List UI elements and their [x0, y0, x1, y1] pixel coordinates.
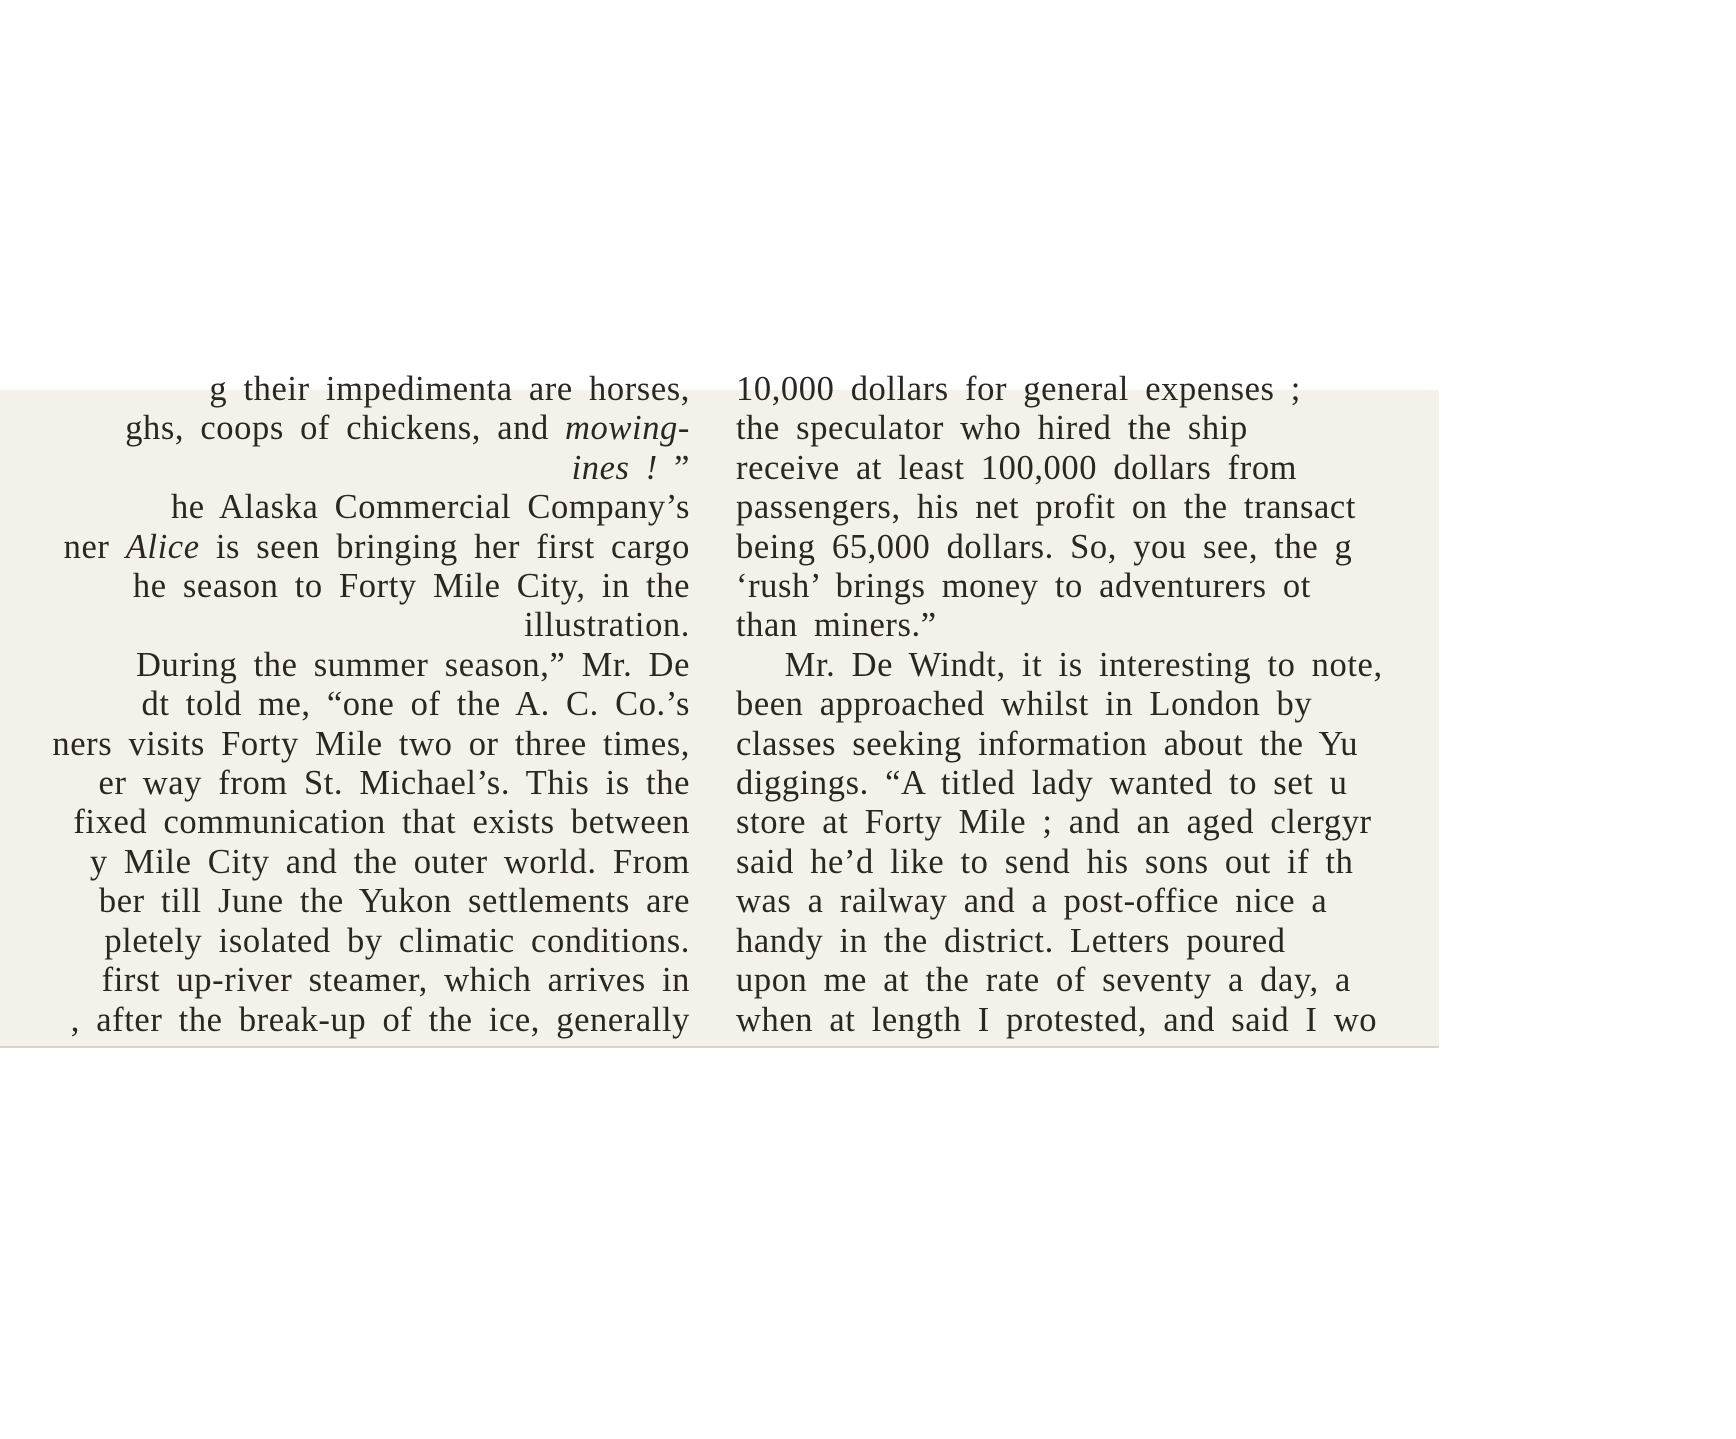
text-line: store at Forty Mile ; and an aged clergyr [736, 803, 1372, 842]
text-line [0, 409, 690, 448]
text-line: than miners.” [736, 606, 937, 645]
text-line: diggings. “A titled lady wanted to set u [736, 764, 1348, 803]
left-column [0, 370, 700, 1048]
text-line: the speculator who hired the ship [736, 409, 1248, 448]
text-line: Mr. De Windt, it is interesting to note, [736, 645, 1383, 684]
text-line: 10,000 dollars for general expenses ; [736, 370, 1301, 408]
text-line: er way from St. Michael’s. This is the [98, 764, 690, 803]
text-line: when at length I protested, and said I wo [736, 1000, 1378, 1039]
text-line: y Mile City and the outer world. From [89, 842, 690, 881]
text-line: fixed communication that exists between [57, 803, 690, 842]
italic-fragment: ines ! [571, 448, 658, 487]
text-line: handy in the district. Letters poured [736, 921, 1286, 960]
text-line: passengers, his net profit on the transact [736, 488, 1357, 527]
text-line: he season to Forty Mile City, in the [132, 567, 690, 606]
right-column [726, 370, 1439, 1048]
text-line [0, 528, 690, 567]
right-column-text [736, 370, 1736, 1040]
text-line: been approached whilst in London by [736, 685, 1313, 724]
text-line [0, 449, 690, 488]
text-line: pletely isolated by climatic conditions. [104, 921, 690, 960]
text-line: receive at least 100,000 dollars from [736, 448, 1298, 487]
text-line: classes seeking information about the Yu [736, 724, 1359, 763]
text-line: g their impedimenta are horses, [209, 370, 690, 408]
newspaper-clipping [0, 370, 1439, 1048]
text-line: ‘rush’ brings money to adventurers ot [736, 567, 1311, 606]
text-fragment: ” [657, 448, 690, 487]
text-line: ber till June the Yukon settlements are [98, 882, 690, 921]
text-line: said he’d like to send his sons out if th [736, 842, 1354, 881]
text-line: During the summer season,” Mr. De [136, 645, 690, 684]
text-line: first up-river steamer, which arrives in [85, 961, 690, 1000]
text-fragment: is seen bringing her first cargo [199, 527, 690, 566]
text-fragment: ghs, coops of chickens, and [125, 409, 549, 448]
text-line: upon me at the rate of seventy a day, a [736, 961, 1351, 1000]
clipping-bottom-edge [0, 1046, 1439, 1048]
text-line: being 65,000 dollars. So, you see, the g [736, 527, 1353, 566]
text-line: illustration. [507, 606, 690, 645]
text-line: he Alaska Commercial Company’s [170, 488, 690, 527]
text-line: was a railway and a post-office nice a [736, 882, 1328, 921]
text-fragment: ner [63, 527, 126, 566]
italic-fragment: mowing- [565, 409, 690, 448]
italic-fragment: Alice [125, 527, 200, 566]
text-line: , after the break-up of the ice, generally [70, 1000, 690, 1039]
left-column-text [0, 370, 690, 1040]
text-line: dt told me, “one of the A. C. Co.’s [141, 685, 690, 724]
text-line: ners visits Forty Mile two or three times, [52, 724, 690, 763]
